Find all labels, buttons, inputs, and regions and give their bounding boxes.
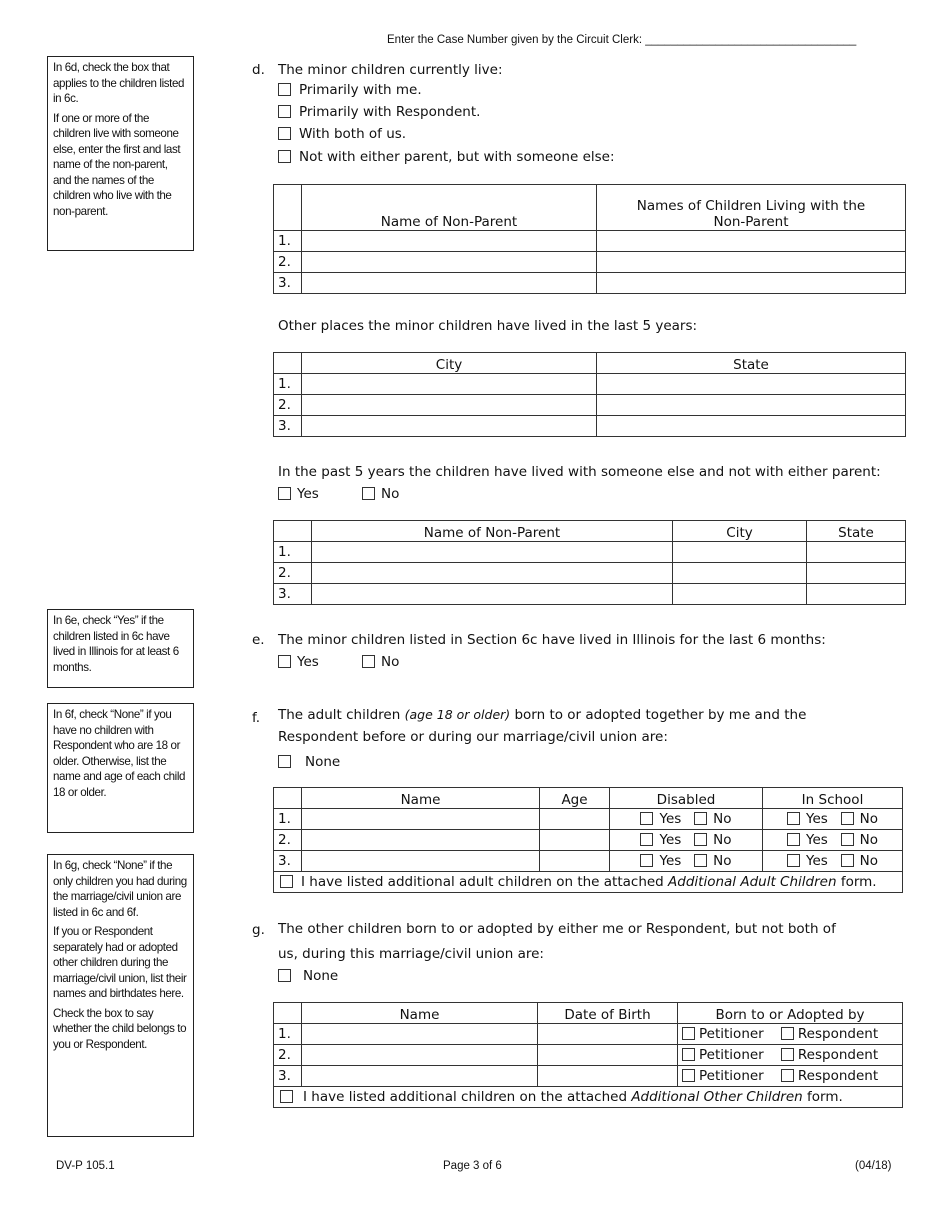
checkbox[interactable] xyxy=(278,755,291,768)
table-cell[interactable] xyxy=(597,395,906,416)
table-cell[interactable] xyxy=(302,374,597,395)
col-city: City xyxy=(302,353,597,374)
table-cell[interactable] xyxy=(540,851,610,872)
checkbox[interactable] xyxy=(278,105,291,118)
born-to-options: Petitioner Respondent xyxy=(678,1045,903,1066)
instruction-box-6d: In 6d, check the box that applies to the children listed in 6c. If one or more of the children live with someone else, enter the first and last name of the non-parent, and the names of the children who live with the non-parent. xyxy=(47,56,194,251)
in-school-yes-no: Yes No xyxy=(763,809,903,830)
col-city: City xyxy=(673,521,807,542)
past-5-years-prompt: In the past 5 years the children have lived with someone else and not with either parent: xyxy=(278,464,881,480)
past-no-option[interactable]: No xyxy=(362,486,399,502)
checkbox[interactable] xyxy=(278,127,291,140)
checkbox[interactable] xyxy=(280,875,293,888)
form-revision: (04/18) xyxy=(855,1160,892,1172)
table-cell[interactable] xyxy=(673,542,807,563)
table-cell[interactable] xyxy=(302,830,540,851)
option-primarily-me[interactable]: Primarily with me. xyxy=(278,82,422,98)
table-cell[interactable] xyxy=(538,1066,678,1087)
places-table: City State 1. 2. 3. xyxy=(273,352,906,437)
col-age: Age xyxy=(540,788,610,809)
option-primarily-respondent[interactable]: Primarily with Respondent. xyxy=(278,104,480,120)
table-cell[interactable] xyxy=(302,1045,538,1066)
case-number-line xyxy=(387,34,856,46)
table-cell[interactable] xyxy=(302,395,597,416)
table-cell[interactable] xyxy=(597,252,906,273)
col-disabled: Disabled xyxy=(610,788,763,809)
section-g-prompt-line2: us, during this marriage/civil union are: xyxy=(278,946,544,962)
table-cell[interactable] xyxy=(673,584,807,605)
adult-children-table: Name Age Disabled In School 1. Yes No Yes No 2. Yes No Yes No 3. Yes No Yes No I have listed additional adult children on the attached Additional Adult Children form. xyxy=(273,787,903,893)
case-number-label: Enter the Case Number given by the Circuit Clerk: xyxy=(387,34,643,46)
checkbox[interactable] xyxy=(362,487,375,500)
disabled-yes-no: Yes No xyxy=(610,851,763,872)
other-places-prompt: Other places the minor children have lived in the last 5 years: xyxy=(278,318,698,334)
instruction-box-6e: In 6e, check “Yes” if the children listed in 6c have lived in Illinois for at least 6 months. xyxy=(47,609,194,688)
section-e-prompt: The minor children listed in Section 6c have lived in Illinois for the last 6 months: xyxy=(278,632,826,648)
col-name: Name xyxy=(302,788,540,809)
table-cell[interactable] xyxy=(538,1024,678,1045)
born-to-options: Petitioner Respondent xyxy=(678,1066,903,1087)
table-cell[interactable] xyxy=(807,563,906,584)
illinois-yes-option[interactable]: Yes xyxy=(278,654,319,670)
case-number-field[interactable]: _________________________________ xyxy=(645,34,857,46)
disabled-yes-no: Yes No xyxy=(610,830,763,851)
table-cell[interactable] xyxy=(597,231,906,252)
checkbox[interactable] xyxy=(278,83,291,96)
table-cell[interactable] xyxy=(302,1066,538,1087)
page-number: Page 3 of 6 xyxy=(443,1160,502,1172)
table-cell[interactable] xyxy=(302,851,540,872)
form-id: DV-P 105.1 xyxy=(56,1160,115,1172)
col-in-school: In School xyxy=(763,788,903,809)
instruction-box-6f: In 6f, check “None” if you have no children with Respondent who are 18 or older. Otherwise, list the name and age of each child 18 or older. xyxy=(47,703,194,833)
illinois-no-option[interactable]: No xyxy=(362,654,399,670)
col-born-to-or-adopted-by: Born to or Adopted by xyxy=(678,1003,903,1024)
in-school-yes-no: Yes No xyxy=(763,830,903,851)
born-to-options: Petitioner Respondent xyxy=(678,1024,903,1045)
checkbox[interactable] xyxy=(362,655,375,668)
instruction-box-6g: In 6g, check “None” if the only children you had during the marriage/civil union are listed in 6c and 6f. If you or Respondent separately had or adopted other children during the marriage/civil union, list their names and birthdates here. Check the box to say whether the child belongs to you or Respondent. xyxy=(47,854,194,1137)
disabled-yes-no: Yes No xyxy=(610,809,763,830)
table-cell[interactable] xyxy=(540,830,610,851)
table-cell[interactable] xyxy=(807,542,906,563)
table-cell[interactable] xyxy=(807,584,906,605)
option-someone-else[interactable]: Not with either parent, but with someone else: xyxy=(278,149,615,165)
table-cell[interactable] xyxy=(302,231,597,252)
section-g-letter: g. xyxy=(252,922,265,938)
col-state: State xyxy=(807,521,906,542)
section-f-prompt: The adult children (age 18 or older) born to or adopted together by me and the xyxy=(278,707,807,723)
col-name: Name xyxy=(302,1003,538,1024)
additional-other-children-row[interactable]: I have listed additional children on the attached Additional Other Children form. xyxy=(274,1087,903,1108)
past-non-parent-table: Name of Non-Parent City State 1. 2. 3. xyxy=(273,520,906,605)
col-date-of-birth: Date of Birth xyxy=(538,1003,678,1024)
table-cell[interactable] xyxy=(673,563,807,584)
other-none-option[interactable]: None xyxy=(278,968,338,984)
additional-adult-children-row[interactable]: I have listed additional adult children on the attached Additional Adult Children form. xyxy=(274,872,903,893)
table-cell[interactable] xyxy=(302,273,597,294)
table-cell[interactable] xyxy=(312,563,673,584)
table-cell[interactable] xyxy=(312,584,673,605)
table-cell[interactable] xyxy=(540,809,610,830)
adult-none-option[interactable]: None xyxy=(278,754,340,770)
section-f-letter: f. xyxy=(252,710,261,726)
other-children-table: Name Date of Birth Born to or Adopted by 1. Petitioner Respondent 2. Petitioner Respondent 3. Petitioner Respondent I have listed additional children on the attached Additional Other Children form. xyxy=(273,1002,903,1108)
in-school-yes-no: Yes No xyxy=(763,851,903,872)
table-cell[interactable] xyxy=(302,416,597,437)
table-cell[interactable] xyxy=(302,1024,538,1045)
table-cell[interactable] xyxy=(597,374,906,395)
table-cell[interactable] xyxy=(302,809,540,830)
section-d-prompt: The minor children currently live: xyxy=(278,62,503,78)
col-children-living: Names of Children Living with the Non-Parent xyxy=(597,185,906,231)
checkbox[interactable] xyxy=(278,150,291,163)
section-e-letter: e. xyxy=(252,632,265,648)
table-cell[interactable] xyxy=(312,542,673,563)
checkbox[interactable] xyxy=(280,1090,293,1103)
table-cell[interactable] xyxy=(597,416,906,437)
checkbox[interactable] xyxy=(278,655,291,668)
col-name-of-non-parent: Name of Non-Parent xyxy=(302,185,597,231)
col-state: State xyxy=(597,353,906,374)
past-yes-option[interactable]: Yes xyxy=(278,486,319,502)
checkbox[interactable] xyxy=(278,969,291,982)
checkbox[interactable] xyxy=(278,487,291,500)
table-cell[interactable] xyxy=(597,273,906,294)
section-d-letter: d. xyxy=(252,62,265,78)
option-both-of-us[interactable]: With both of us. xyxy=(278,126,406,142)
table-cell[interactable] xyxy=(538,1045,678,1066)
non-parent-table: Name of Non-Parent Names of Children Living with the Non-Parent 1. 2. 3. xyxy=(273,184,906,294)
section-g-prompt: The other children born to or adopted by either me or Respondent, but not both of xyxy=(278,921,836,937)
table-cell[interactable] xyxy=(302,252,597,273)
section-f-prompt-line2: Respondent before or during our marriage/civil union are: xyxy=(278,729,668,745)
col-name-of-non-parent: Name of Non-Parent xyxy=(312,521,673,542)
